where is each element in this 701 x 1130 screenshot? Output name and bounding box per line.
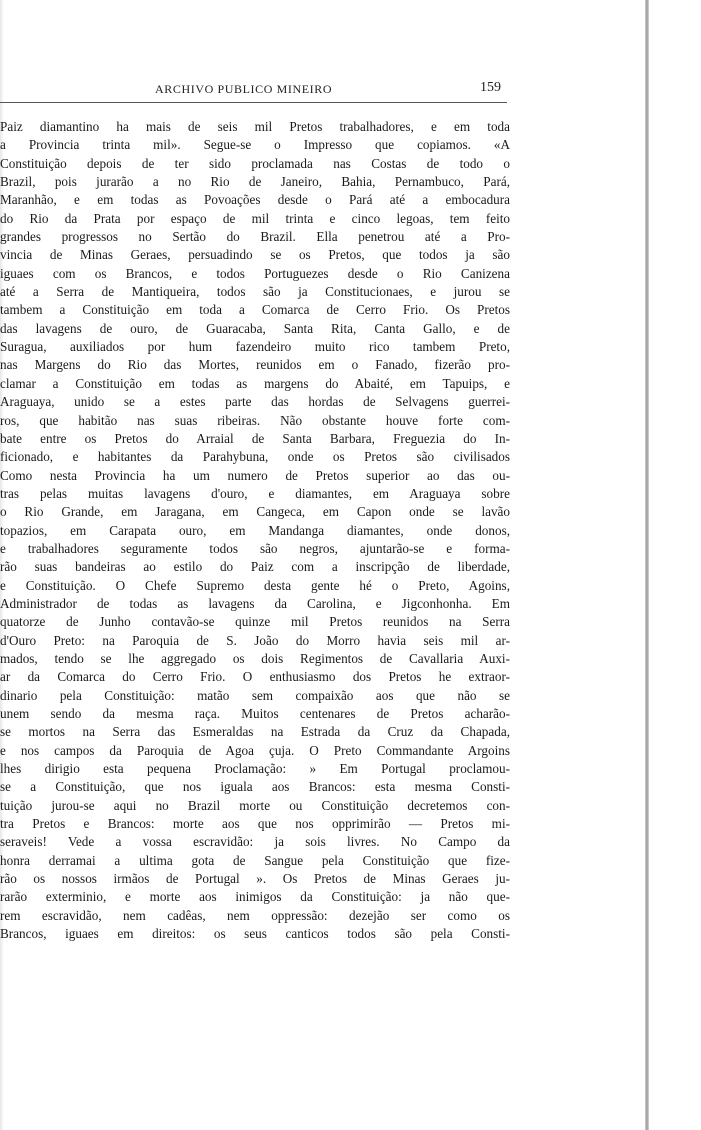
text-line: e Constituição. O Chefe Supremo desta gente hé o Preto, Agoins, (0, 577, 510, 593)
text-line: rem escravidão, nem cadêas, nem oppressão: dezejão ser como os (0, 907, 510, 923)
text-line: Brazil, pois jurarão a no Rio de Janeiro, Bahia, Pernambuco, Pará, (0, 174, 510, 190)
text-line: vincia de Minas Geraes, persuadindo se os Pretos, que todos ja são (0, 247, 510, 263)
text-line: Brancos, iguaes em direitos: os seus canticos todos são pela Consti- (0, 926, 510, 942)
text-line: tras pelas muitas lavagens d'ouro, e diamantes, em Araguaya sobre (0, 485, 510, 501)
text-line: das lavagens de ouro, de Guaracaba, Santa Rita, Canta Gallo, e de (0, 320, 510, 336)
text-line: Maranhão, e em todas as Povoações desde o Pará até a embocadura (0, 192, 510, 208)
text-line: Paiz diamantino ha mais de seis mil Pretos trabalhadores, e em toda (0, 119, 510, 134)
text-line: mados, tendo se lhe aggregado os dois Regimentos de Cavallaria Auxi- (0, 650, 510, 666)
text-line: Como nesta Provincia ha um numero de Pretos superior ao das ou- (0, 467, 510, 483)
text-line: d'Ouro Preto: na Paroquia de S. João do Morro havia seis mil ar- (0, 632, 510, 648)
text-line: tra Pretos e Brancos: morte aos que nos opprimirão — Pretos mi- (0, 816, 510, 832)
text-line: iguaes com os Brancos, e todos Portuguezes desde o Rio Canizena (0, 265, 510, 281)
text-line: tambem a Constituição em toda a Comarca de Cerro Frio. Os Pretos (0, 302, 510, 318)
text-line: rão os nossos irmãos de Portugal ». Os Pretos de Minas Geraes ju- (0, 871, 510, 887)
body-text (0, 118, 510, 943)
text-line: seraveis! Vede a vossa escravidão: ja sois livres. No Campo da (0, 834, 510, 850)
text-line: tuição jurou-se aqui no Brazil morte ou Constituição decretemos con- (0, 797, 510, 813)
text-line: ficionado, e habitantes da Parahybuna, onde os Pretos são civilisados (0, 449, 510, 465)
text-line: até a Serra de Mantiqueira, todos são ja Constitucionaes, e jurou se (0, 284, 510, 300)
page-number: 159 (480, 80, 501, 95)
text-line: e trabalhadores seguramente todos são negros, ajuntarão-se e forma- (0, 540, 510, 556)
header-rule (0, 102, 507, 103)
text-line: se a Constituição, que nos iguala aos Brancos: esta mesma Consti- (0, 779, 510, 795)
binding-gutter-shadow (645, 0, 649, 1130)
text-line: dinario pela Constituição: matão sem compaixão aos que não se (0, 687, 510, 703)
text-line: unem sendo da mesma raça. Muitos centenares de Pretos acharão- (0, 706, 510, 721)
text-line: Administrador de todas as lavagens da Carolina, e Jigconhonha. Em (0, 595, 510, 611)
text-line: topazios, em Carapata ouro, em Mandanga diamantes, onde donos, (0, 522, 510, 538)
text-line: clamar a Constituição em todas as margens do Abaité, em Tapuips, e (0, 375, 510, 391)
text-line: honra derramai a ultima gota de Sangue pela Constituição que fize- (0, 852, 510, 868)
text-line: ar da Comarca do Cerro Frio. O enthusiasmo dos Pretos he extraor- (0, 669, 510, 685)
text-line: Constituição depois de ter sido proclamada nas Costas de todo o (0, 155, 510, 171)
text-line: rarão exterminio, e morte aos inimigos da Constituição: ja não que- (0, 889, 510, 905)
text-line: quatorze de Junho contavão-se quinze mil Pretos reunidos na Serra (0, 614, 510, 630)
text-line: grandes progressos no Sertão do Brazil. Ella penetrou até a Pro- (0, 229, 510, 245)
text-line: a Provincia trinta mil». Segue-se o Impresso que copiamos. «A (0, 137, 510, 153)
text-line: e nos campos da Paroquia de Agoa çuja. O Preto Commandante Argoins (0, 742, 510, 758)
text-line: nas Margens do Rio das Mortes, reunidos em o Fanado, fizerão pro- (0, 357, 510, 373)
running-head (0, 82, 520, 104)
text-line: Suragua, auxiliados por hum fazendeiro muito rico tambem Preto, (0, 339, 510, 355)
text-line: se mortos na Serra das Esmeraldas na Estrada da Cruz da Chapada, (0, 724, 510, 740)
text-line: lhes dirigio esta pequena Proclamação: » Em Portugal proclamou- (0, 761, 510, 777)
running-title: ARCHIVO PUBLICO MINEIRO (155, 82, 333, 96)
text-line: ros, que habitão nas suas ribeiras. Não obstante houve forte com- (0, 412, 510, 428)
text-line: bate entre os Pretos do Arraial de Santa Barbara, Freguezia do In- (0, 430, 510, 446)
text-line: rão suas bandeiras ao estilo do Paiz com a inscripção de liberdade, (0, 559, 510, 575)
text-line: o Rio Grande, em Jaragana, em Cangeca, em Capon onde se lavão (0, 504, 510, 520)
text-line: Araguaya, unido se a estes parte das hordas de Selvagens guerrei- (0, 394, 510, 410)
text-line: do Rio da Prata por espaço de mil trinta e cinco legoas, tem feito (0, 210, 510, 226)
